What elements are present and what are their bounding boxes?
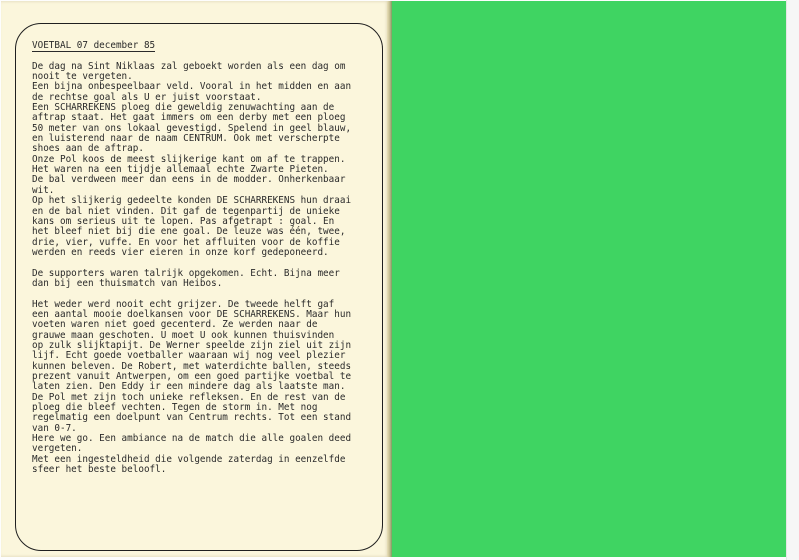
article-body: [32, 41, 377, 475]
text-line: De Pol met zijn toch unieke refleksen. En de rest van de: [32, 391, 346, 403]
text-line: lijf. Echt goede voetballer waaraan wij nog veel plezier: [32, 350, 346, 362]
text-line: op zulk slijktapijt. De Werner speelde zijn ziel uit zijn: [32, 339, 352, 351]
text-line: Op het slijkerig gedeelte konden DE SCHARREKENS hun draai: [32, 195, 352, 207]
text-line: voeten waren niet goed gecenterd. Ze werden naar de: [32, 319, 318, 331]
text-line: dan bij een thuismatch van Heibos.: [32, 277, 223, 289]
text-line: Het weder werd nooit echt grijzer. De tweede helft gaf: [32, 298, 335, 310]
text-line: regelmatig een doelpunt van Centrum rechts. Tot een stand: [32, 412, 352, 424]
text-line: 50 meter van ons lokaal gevestigd. Spelend in geel blauw,: [32, 122, 352, 134]
text-line: aftrap staat. Het gaat immers om een derby met een ploeg: [32, 112, 346, 124]
text-line: De dag na Sint Niklaas zal geboekt worden als een dag om: [32, 60, 346, 72]
vertical-scrollbar[interactable]: [786, 0, 799, 560]
text-line: een aantal mooie doelkansen voor DE SCHARREKENS. Maar hun: [32, 308, 352, 320]
right-page-green-cover: [392, 1, 786, 557]
text-line: de rechtse goal als U er juist voorstaat.: [32, 91, 262, 103]
text-line: Het waren na een tijdje allemaal echte Zwarte Pieten.: [32, 164, 329, 176]
text-line: Here we go. Een ambiance na de match die alle goalen deed: [32, 433, 352, 445]
text-line: kans om serieus uit te lopen. Pas afgetrapt : goal. En: [32, 215, 335, 227]
text-line: wit.: [32, 184, 55, 196]
text-line: [32, 258, 377, 268]
text-line: laten zien. Den Eddy ir een mindere dag als laatste man.: [32, 381, 346, 393]
text-line: van 0-7.: [32, 422, 77, 434]
left-page: [1, 1, 389, 557]
text-line: drie, vier, vuffe. En voor het affluiten voor de koffie: [32, 236, 340, 248]
text-line: shoes aan de aftrap.: [32, 143, 144, 155]
text-line: grauwe maan geschoten. U moet U ook kunnen thuisvinden: [32, 329, 335, 341]
text-line: vergeten.: [32, 443, 83, 455]
text-line: en de bal niet vinden. Dit gaf de tegenpartij de unieke: [32, 205, 340, 217]
text-line: De supporters waren talrijk opgekomen. Echt. Bijna meer: [32, 267, 340, 279]
text-line: [32, 41, 377, 51]
text-line: Een SCHARREKENS ploeg die geweldig zenuwachting aan de: [32, 102, 335, 114]
text-line: het bleef niet bij die ene goal. De leuze was één, twee,: [32, 226, 346, 238]
text-line: Een bijna onbespeelbaar veld. Vooral in het midden en aan: [32, 81, 352, 93]
text-line: Met een ingesteldheid die volgende zaterdag in eenzelfde: [32, 453, 346, 465]
text-line: kunnen beleven. De Robert, met waterdichte ballen, steeds: [32, 360, 352, 372]
text-line: ploeg die bleef vechten. Tegen de storm in. Met nog: [32, 402, 318, 414]
text-line: nooit te vergeten.: [32, 71, 133, 83]
text-line: De bal verdween meer dan eens in de modder. Onherkenbaar: [32, 174, 346, 186]
page-title: VOETBAL 07 december 85: [32, 40, 156, 51]
text-line: werden en reeds vier eieren in onze korf gedeponeerd.: [32, 246, 329, 258]
booklet-spread: [1, 1, 786, 557]
text-line: en luisterend naar de naam CENTRUM. Ook met verscherpte: [32, 133, 340, 145]
text-line: prezent vanuit Antwerpen, om een goed partijke voetbal te: [32, 371, 352, 382]
text-line: sfeer het beste beloofl.: [32, 464, 167, 476]
text-line: Onze Pol koos de meest slijkerige kant om af te trappen.: [32, 153, 346, 165]
